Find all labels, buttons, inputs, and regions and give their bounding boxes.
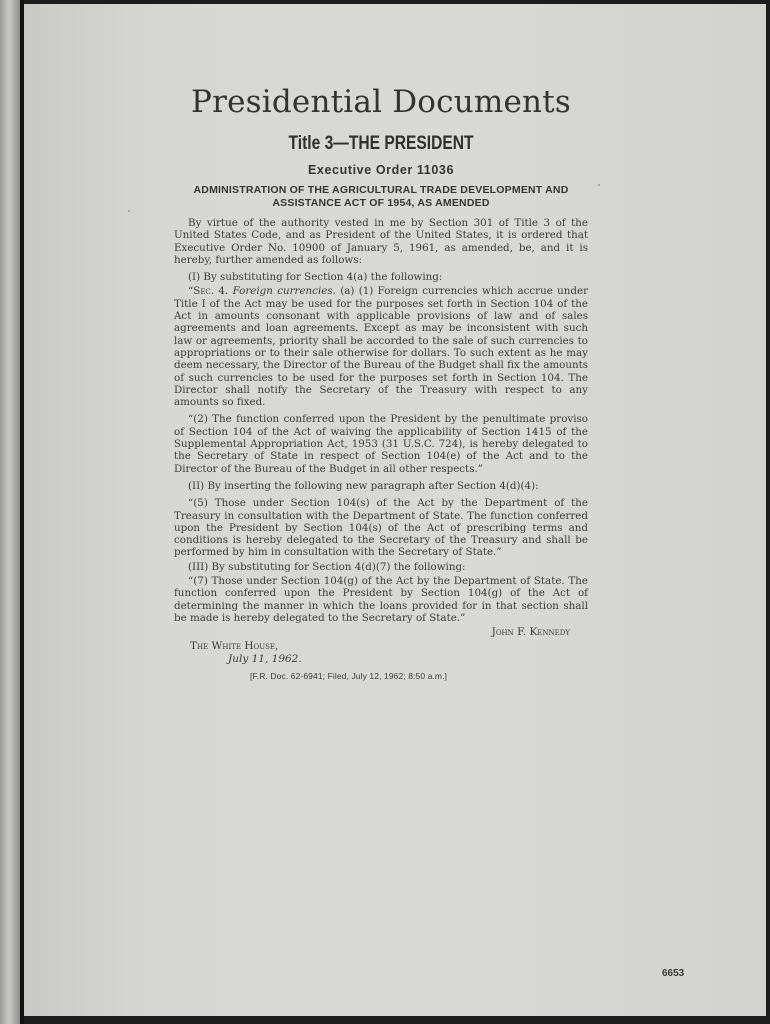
section-heading: Foreign currencies. bbox=[232, 285, 336, 298]
signing-place: The White House, bbox=[190, 640, 279, 653]
signing-date: July 11, 1962. bbox=[228, 653, 302, 666]
section-body: (a) (1) Foreign currencies which accrue under Title I of the Act may be used for the purposes set forth in Section 104 of the Act in amounts consonant with applicable provisions of law and of sales agreements and loan agreements. Except as may be inconsistent with such law or agreements, priority shall be accorded to the sale of such currencies to appropriations or to their sale otherwise for dollars. To such extent as he may deem necessary, the Director of the Bureau of the Budget shall fix the amounts of such currencies to be used for the purposes set forth in Section 104. The Director shall notify the Secretary of the Treasury with respect to any amounts so fixed. bbox=[174, 285, 589, 409]
section-lead: “Sec. 4. bbox=[188, 285, 229, 298]
page-number: 6653 bbox=[662, 968, 685, 979]
document-body bbox=[174, 84, 588, 681]
amendment-2-quote: “(5) Those under Section 104(s) of the Act by the Department of the Treasury in consultation with the Department of State. The function conferred upon the President by Section 104(s) of the Act of prescribing terms and conditions is hereby delegated to the Secretary of the Treasury and shall be performed by him in consultation with the Secretary of State.” bbox=[174, 497, 588, 559]
document-heading: Presidential Documents bbox=[191, 84, 571, 120]
book-binding-edge bbox=[0, 0, 20, 1024]
intro-paragraph: By virtue of the authority vested in me by Section 301 of Title 3 of the United States Code, and as President of the United States, it is ordered that Executive Order No. 10900 of January 5, 1961, as amended, be, and it is hereby, further amended as follows: bbox=[174, 217, 588, 266]
filing-note: [F.R. Doc. 62-6941; Filed, July 12, 1962; 8:50 a.m.] bbox=[250, 671, 448, 682]
amendment-1-quote bbox=[174, 285, 588, 408]
amendment-1-intro: (I) By substituting for Section 4(a) the following: bbox=[188, 271, 443, 284]
executive-order-number: Executive Order 11036 bbox=[307, 163, 455, 177]
paper-speck bbox=[128, 210, 130, 212]
title-line: Title 3—THE PRESIDENT bbox=[288, 133, 474, 154]
amendment-1-quote-2: “(2) The function conferred upon the President by the penultimate proviso of Section 104 of the Act of waiving the applicability of Section 1415 of the Supplemental Appropriation Act, 1953 (31 U.S.C. 724), is hereby delegated to the Secretary of State in respect of Section 104(e) of the Act and to the Director of the Bureau of the Budget in all other respects.” bbox=[174, 413, 588, 475]
amendment-3-quote: “(7) Those under Section 104(g) of the Act by the Department of State. The function conferred upon the President by Section 104(g) of the Act of determining the manner in which the loans provided for in that section shall be made is hereby delegated to the Secretary of State.” bbox=[174, 575, 588, 624]
amendment-2-intro: (II) By inserting the following new paragraph after Section 4(d)(4): bbox=[188, 479, 539, 492]
act-title: ADMINISTRATION OF THE AGRICULTURAL TRADE DEVELOPMENT AND ASSISTANCE ACT OF 1954, AS AMENDED bbox=[193, 184, 569, 209]
order-text bbox=[174, 217, 588, 624]
amendment-3-intro: (III) By substituting for Section 4(d)(7) the following: bbox=[188, 560, 466, 573]
paper-speck bbox=[598, 184, 600, 186]
signature: John F. Kennedy bbox=[491, 626, 570, 639]
